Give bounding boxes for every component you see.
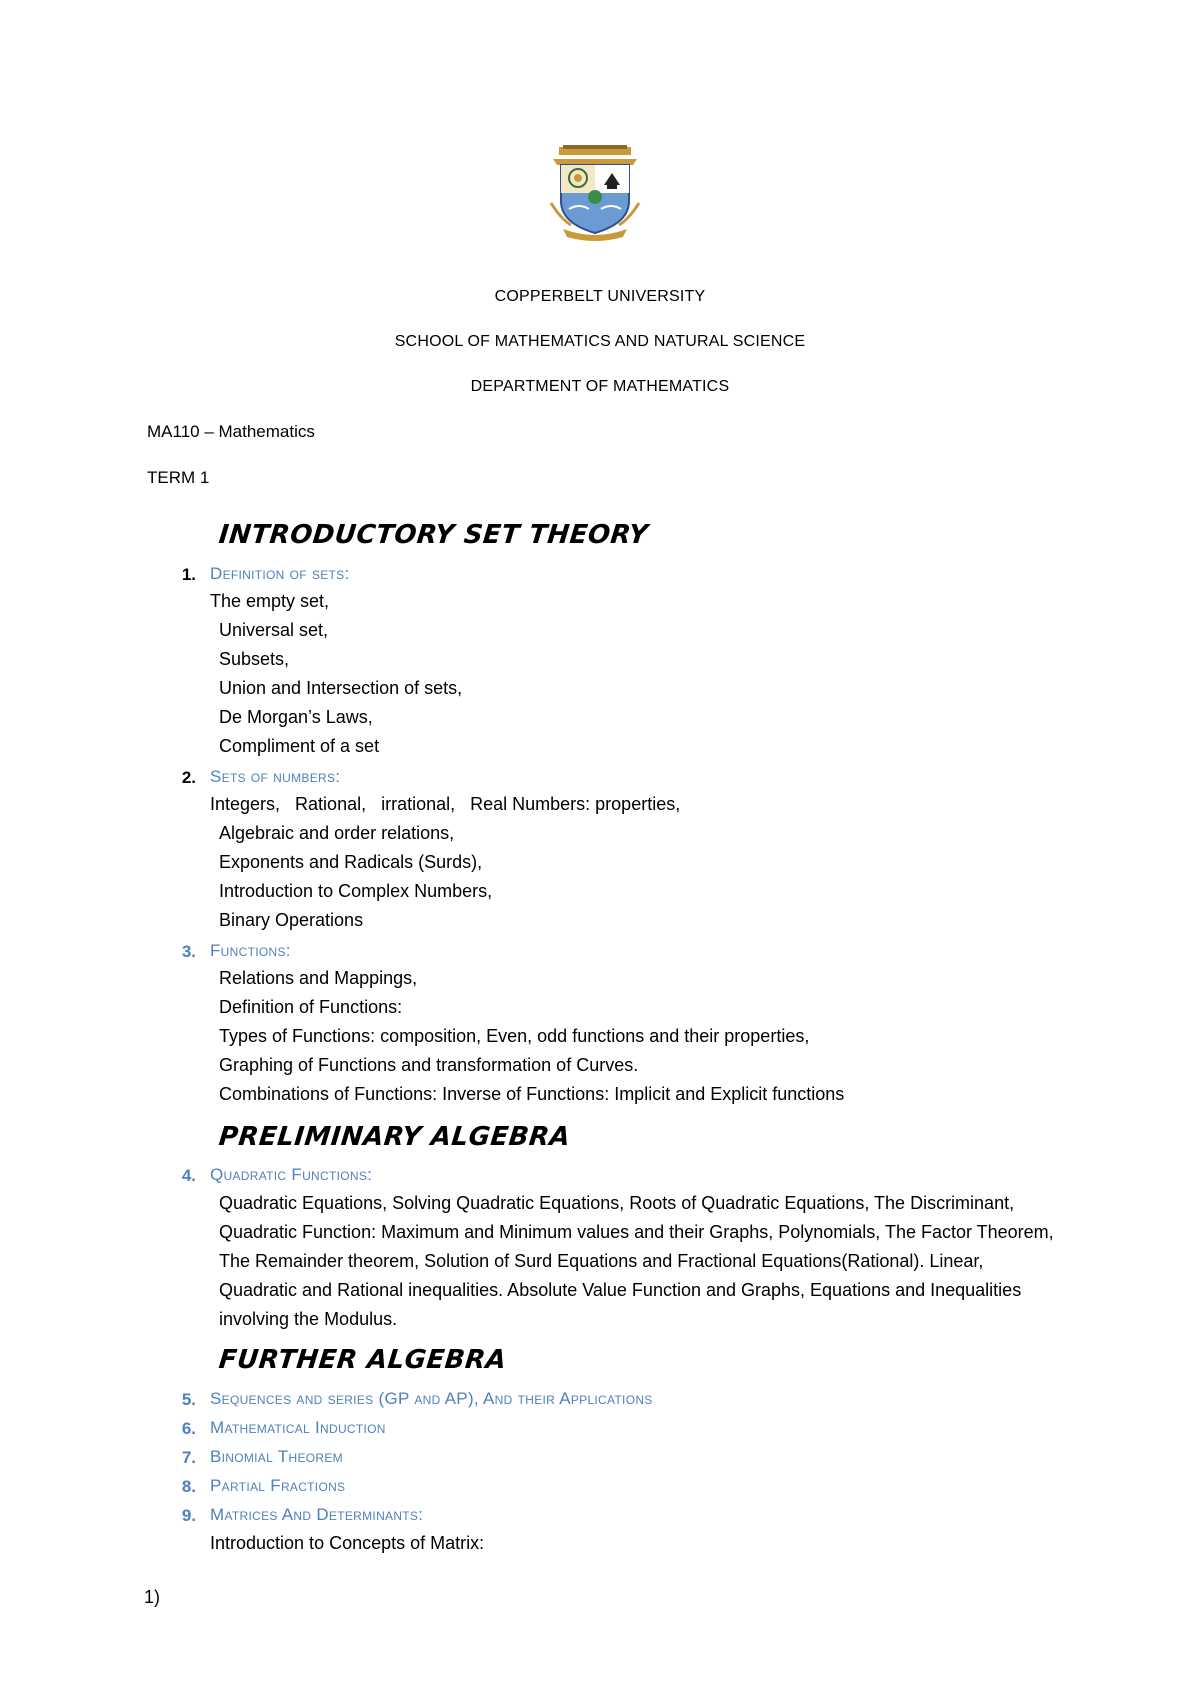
quadratic-topics-paragraph: Quadratic Equations, Solving Quadratic Equations, Roots of Quadratic Equations, The Discriminant, Quadratic Function: Maximum and Minimum values and their Graphs, Polynomials, The Factor Theorem, The Remainder theorem, Solution of Surd Equations and Fractional Equations(Rational). Linear, Quadratic and Rational inequalities. Absolute Value Function and Graphs, Equations and Inequalities involving the Modulus. [219,1193,1054,1329]
list-line: Introduction to Complex Numbers, [219,881,493,901]
item-number: 3. [181,942,196,961]
item-number: 9. [181,1506,196,1525]
item-heading-partial-fractions: Partial Fractions [210,1476,346,1495]
list-line: Binary Operations [219,910,364,930]
item-number: 4. [181,1166,196,1185]
item-number: 8. [181,1477,196,1496]
term-label: TERM 1 [147,468,210,487]
list-line: Combinations of Functions: Inverse of Functions: Implicit and Explicit functions [219,1084,845,1104]
item-heading-matrices: Matrices And Determinants: [210,1505,424,1524]
section-title-set-theory: INTRODUCTORY SET THEORY [217,520,650,550]
section-title-preliminary-algebra: PRELIMINARY ALGEBRA [217,1122,572,1152]
section-title-further-algebra: FURTHER ALGEBRA [217,1345,508,1375]
university-crest-logo [549,145,641,241]
item-heading-sets-of-numbers: Sets of numbers: [210,767,341,786]
item-number: 2. [181,768,196,787]
item-number: 5. [181,1390,196,1409]
item-number: 7. [181,1448,196,1467]
item-number: 1. [181,565,196,584]
course-title: MA110 – Mathematics [147,422,315,441]
item-heading-definition-of-sets: Definition of sets: [210,564,350,583]
list-line: De Morgan’s Laws, [219,707,373,727]
list-line: Definition of Functions: [219,997,403,1017]
item-heading-quadratic-functions: Quadratic Functions: [210,1165,373,1184]
item-number: 6. [181,1419,196,1438]
list-line: Compliment of a set [219,736,380,756]
item-heading-induction: Mathematical Induction [210,1418,386,1437]
item-heading-binomial: Binomial Theorem [210,1447,343,1466]
school-name: SCHOOL OF MATHEMATICS AND NATURAL SCIENCE [394,333,806,350]
list-line: Algebraic and order relations, [219,823,455,843]
list-line: The empty set, [210,591,330,611]
list-line: Universal set, [219,620,329,640]
list-line: Union and Intersection of sets, [219,678,463,698]
page-number: 1) [144,1587,161,1607]
list-line: Types of Functions: composition, Even, odd functions and their properties, [219,1026,810,1046]
list-line: Introduction to Concepts of Matrix: [210,1533,485,1553]
item-heading-sequences: Sequences and series (GP and AP), And their Applications [210,1389,653,1408]
item-heading-functions: Functions: [210,941,291,960]
list-line: Integers, Rational, irrational, Real Numbers: properties, [210,794,681,814]
list-line: Exponents and Radicals (Surds), [219,852,483,872]
list-line: Relations and Mappings, [219,968,418,988]
department-name: DEPARTMENT OF MATHEMATICS [470,378,730,395]
list-line: Graphing of Functions and transformation of Curves. [219,1055,639,1075]
list-line: Subsets, [219,649,290,669]
university-name: COPPERBELT UNIVERSITY [494,288,706,305]
